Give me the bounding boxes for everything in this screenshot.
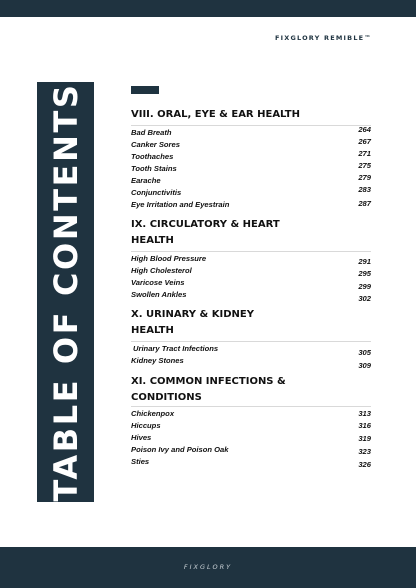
toc-page-number: 326: [358, 460, 371, 469]
top-bar: [0, 0, 416, 17]
toc-item[interactable]: Eye Irritation and Eyestrain: [131, 200, 230, 209]
toc-item[interactable]: Kidney Stones: [131, 356, 184, 365]
section-title-line: X. URINARY & KIDNEY: [131, 309, 254, 320]
toc-page-number: 271: [358, 149, 371, 158]
footer-brand: FIXGLORY: [183, 563, 233, 571]
section-title-common-infections: [131, 374, 371, 406]
toc-item[interactable]: Bad Breath: [131, 128, 172, 137]
toc-page-number: 287: [358, 199, 371, 208]
toc-page-number: 279: [358, 173, 371, 182]
footer-bar: [0, 547, 416, 588]
section-divider: [131, 341, 371, 342]
accent-bar: [131, 86, 159, 94]
section-title-line: IX. CIRCULATORY & HEART: [131, 219, 280, 230]
toc-page-number: 302: [358, 294, 371, 303]
toc-item[interactable]: Tooth Stains: [131, 164, 177, 173]
section-title-urinary-kidney: [131, 307, 371, 339]
toc-item[interactable]: Varicose Veins: [131, 278, 185, 287]
brand-name: FIXGLORY REMIBLE™: [274, 34, 372, 42]
section-title-circulatory-heart: [131, 217, 371, 249]
toc-page-number: 295: [358, 269, 371, 278]
toc-page-number: 264: [358, 125, 371, 134]
toc-item[interactable]: Hiccups: [131, 421, 161, 430]
section-divider: [131, 125, 371, 126]
sidebar-title-band: [37, 82, 94, 502]
toc-page-number: 309: [358, 361, 371, 370]
toc-page-number: 275: [358, 161, 371, 170]
toc-item[interactable]: Earache: [131, 176, 161, 185]
toc-page-number: 283: [358, 185, 371, 194]
toc-item[interactable]: Hives: [131, 433, 152, 442]
toc-item[interactable]: Poison Ivy and Poison Oak: [131, 445, 229, 454]
section-divider: [131, 406, 371, 407]
section-title-line: HEALTH: [131, 235, 174, 246]
section-title-oral-eye-ear: VIII. ORAL, EYE & EAR HEALTH: [131, 109, 300, 120]
toc-item[interactable]: High Cholesterol: [131, 266, 192, 275]
toc-page-number: 299: [358, 282, 371, 291]
section-title-line: CONDITIONS: [131, 392, 202, 403]
toc-item[interactable]: Sties: [131, 457, 150, 466]
toc-item[interactable]: Chickenpox: [131, 409, 175, 418]
toc-item[interactable]: Conjunctivitis: [131, 188, 182, 197]
toc-page-number: 267: [358, 137, 371, 146]
section-title-line: XI. COMMON INFECTIONS &: [131, 376, 286, 387]
sidebar-title: TABLE OF CONTENTS: [46, 82, 85, 502]
toc-page-number: 305: [358, 348, 371, 357]
toc-item[interactable]: Toothaches: [131, 152, 174, 161]
section-divider: [131, 251, 371, 252]
toc-page-number: 323: [358, 447, 371, 456]
toc-item[interactable]: Canker Sores: [131, 140, 180, 149]
toc-item[interactable]: Swollen Ankles: [131, 290, 187, 299]
section-title-line: HEALTH: [131, 325, 174, 336]
toc-page-number: 316: [358, 421, 371, 430]
toc-page-number: 291: [358, 257, 371, 266]
toc-page-number: 319: [358, 434, 371, 443]
toc-item[interactable]: Urinary Tract Infections: [133, 344, 219, 353]
toc-item[interactable]: High Blood Pressure: [131, 254, 207, 263]
toc-page-number: 313: [358, 409, 371, 418]
